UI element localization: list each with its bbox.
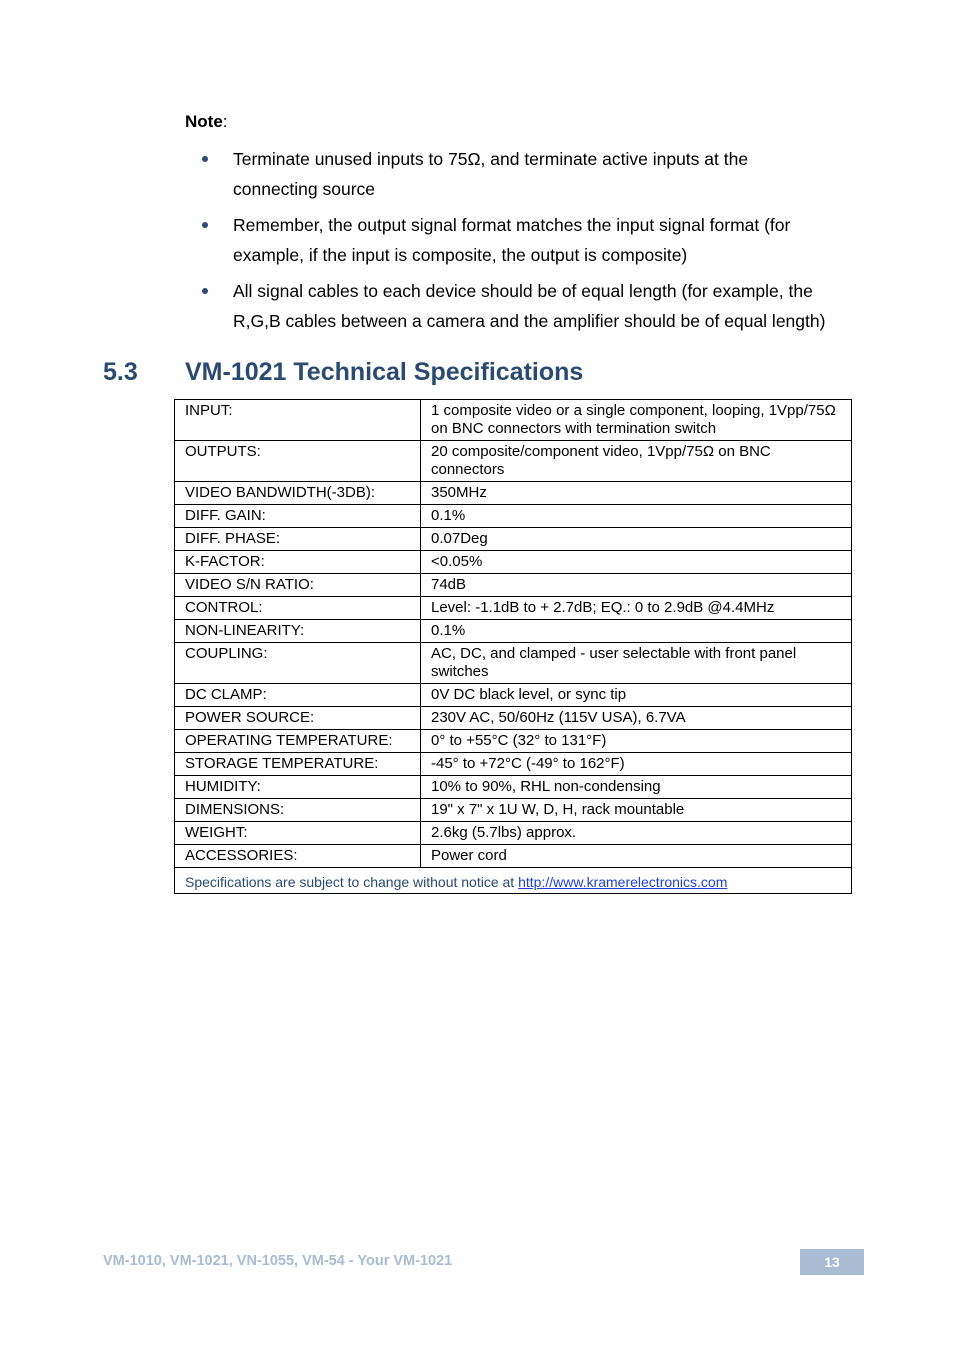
table-row bbox=[175, 730, 852, 753]
spec-value: 74dB bbox=[421, 574, 852, 597]
spec-value: 0.1% bbox=[421, 505, 852, 528]
spec-key: WEIGHT: bbox=[175, 822, 421, 845]
note-label-colon: : bbox=[222, 112, 228, 131]
spec-key: DIFF. PHASE: bbox=[175, 528, 421, 551]
spec-value: AC, DC, and clamped - user selectable with front panel switches bbox=[421, 643, 852, 684]
spec-value: 0.07Deg bbox=[421, 528, 852, 551]
list-item bbox=[198, 144, 858, 204]
spec-value: 0V DC black level, or sync tip bbox=[421, 684, 852, 707]
spec-key: CONTROL: bbox=[175, 597, 421, 620]
spec-value: 0° to +55°C (32° to 131°F) bbox=[421, 730, 852, 753]
spec-key: OPERATING TEMPERATURE: bbox=[175, 730, 421, 753]
spec-key: NON-LINEARITY: bbox=[175, 620, 421, 643]
spec-value: 20 composite/component video, 1Vpp/75Ω on BNC connectors bbox=[421, 441, 852, 482]
table-row bbox=[175, 400, 852, 441]
bullet-icon bbox=[202, 288, 208, 294]
table-row bbox=[175, 482, 852, 505]
table-row bbox=[175, 684, 852, 707]
spec-key: HUMIDITY: bbox=[175, 776, 421, 799]
spec-key: OUTPUTS: bbox=[175, 441, 421, 482]
table-row bbox=[175, 776, 852, 799]
spec-value: -45° to +72°C (-49° to 162°F) bbox=[421, 753, 852, 776]
spec-key: VIDEO BANDWIDTH(-3DB): bbox=[175, 482, 421, 505]
spec-value: Power cord bbox=[421, 845, 852, 868]
section-number: 5.3 bbox=[103, 358, 138, 386]
table-row bbox=[175, 441, 852, 482]
spec-value: 1 composite video or a single component, looping, 1Vpp/75Ω on BNC connectors with termination switch bbox=[421, 400, 852, 441]
bullet-icon bbox=[202, 222, 208, 228]
list-item bbox=[198, 276, 858, 336]
spec-value: <0.05% bbox=[421, 551, 852, 574]
spec-key: COUPLING: bbox=[175, 643, 421, 684]
spec-key: ACCESSORIES: bbox=[175, 845, 421, 868]
note-label bbox=[185, 112, 228, 132]
table-row bbox=[175, 822, 852, 845]
table-row bbox=[175, 643, 852, 684]
table-row bbox=[175, 620, 852, 643]
bullet-line: R,G,B cables between a camera and the amplifier should be of equal length) bbox=[233, 311, 826, 331]
spec-value: 350MHz bbox=[421, 482, 852, 505]
spec-value: 0.1% bbox=[421, 620, 852, 643]
spec-footer-text: Specifications are subject to change without notice at bbox=[185, 874, 519, 890]
table-row bbox=[175, 845, 852, 868]
table-row bbox=[175, 597, 852, 620]
spec-value: 10% to 90%, RHL non-condensing bbox=[421, 776, 852, 799]
spec-value: 19" x 7" x 1U W, D, H, rack mountable bbox=[421, 799, 852, 822]
spec-key: VIDEO S/N RATIO: bbox=[175, 574, 421, 597]
bullet-line: Terminate unused inputs to 75Ω, and terminate active inputs at the bbox=[233, 149, 749, 169]
note-bullet-list bbox=[198, 144, 858, 342]
table-row bbox=[175, 551, 852, 574]
spec-key: STORAGE TEMPERATURE: bbox=[175, 753, 421, 776]
bullet-line: connecting source bbox=[233, 179, 376, 199]
spec-key: DIFF. GAIN: bbox=[175, 505, 421, 528]
footer-title: VM-1010, VM-1021, VN-1055, VM-54 - Your VM-1021 bbox=[103, 1253, 453, 1269]
table-row bbox=[175, 505, 852, 528]
kramer-website-link[interactable]: http://www.kramerelectronics.com bbox=[518, 874, 728, 890]
spec-value: 230V AC, 50/60Hz (115V USA), 6.7VA bbox=[421, 707, 852, 730]
table-row bbox=[175, 528, 852, 551]
spec-value: Level: -1.1dB to + 2.7dB; EQ.: 0 to 2.9dB @4.4MHz bbox=[421, 597, 852, 620]
spec-key: DC CLAMP: bbox=[175, 684, 421, 707]
bullet-icon bbox=[202, 156, 208, 162]
page-number: 13 bbox=[800, 1249, 864, 1275]
table-footer-row bbox=[175, 868, 852, 894]
spec-key: INPUT: bbox=[175, 400, 421, 441]
list-item bbox=[198, 210, 858, 270]
table-row bbox=[175, 753, 852, 776]
bullet-line: Remember, the output signal format matches the input signal format (for bbox=[233, 215, 791, 235]
spec-footer-note bbox=[175, 868, 852, 894]
note-label-text: Note bbox=[185, 112, 223, 131]
spec-key: DIMENSIONS: bbox=[175, 799, 421, 822]
spec-key: POWER SOURCE: bbox=[175, 707, 421, 730]
spec-value: 2.6kg (5.7lbs) approx. bbox=[421, 822, 852, 845]
table-row bbox=[175, 799, 852, 822]
section-title: VM-1021 Technical Specifications bbox=[185, 358, 584, 386]
bullet-line: example, if the input is composite, the output is composite) bbox=[233, 245, 688, 265]
table-row bbox=[175, 574, 852, 597]
bullet-line: All signal cables to each device should be of equal length (for example, the bbox=[233, 281, 813, 301]
table-row bbox=[175, 707, 852, 730]
specifications-table bbox=[174, 399, 852, 894]
spec-key: K-FACTOR: bbox=[175, 551, 421, 574]
